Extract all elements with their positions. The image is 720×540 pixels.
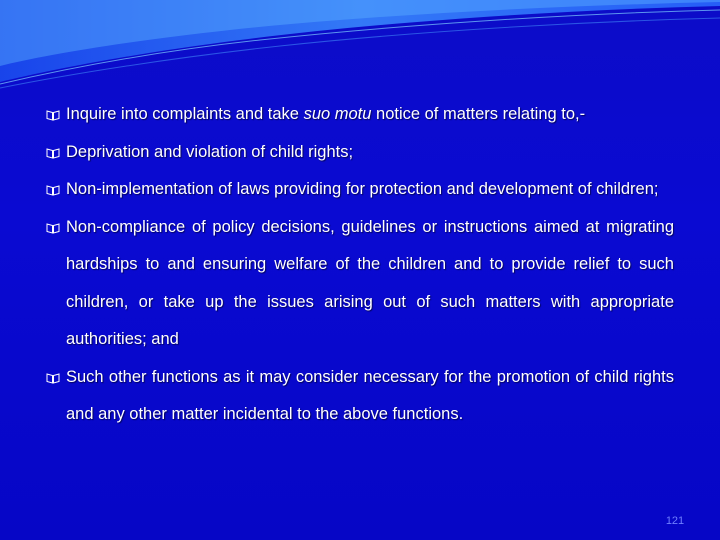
open-book-icon [46,108,60,122]
open-book-icon [46,183,60,197]
bullet-text: Inquire into complaints and take [66,105,304,123]
header-wave-decoration [0,0,720,90]
bullet-text: Deprivation and violation of child rights; [66,142,354,161]
bullet-text: notice of matters relating to,- [371,105,586,123]
bullet-item [46,171,674,209]
bullet-item [46,134,674,172]
bullet-text: Non-implementation of laws providing for protection and development of children; [66,180,659,198]
open-book-icon [46,221,60,235]
bullet-item [46,96,674,134]
bullet-item [46,359,674,434]
open-book-icon [46,371,60,385]
bullet-text: Non-compliance of policy decisions, guidelines or instructions aimed at migrating hardships to and ensuring welfare of the children and to provide relief to such children, or take up the issues arising out of such matters with appropriate authorities; and [66,217,674,348]
bullet-text-italic: suo motu [303,105,372,123]
slide-number: 121 [665,515,685,527]
bullet-list [46,96,674,434]
open-book-icon [46,146,60,160]
bullet-item [46,209,674,359]
bullet-text: Such other functions as it may consider necessary for the promotion of child rights and any other matter incidental to the above functions. [66,367,674,423]
